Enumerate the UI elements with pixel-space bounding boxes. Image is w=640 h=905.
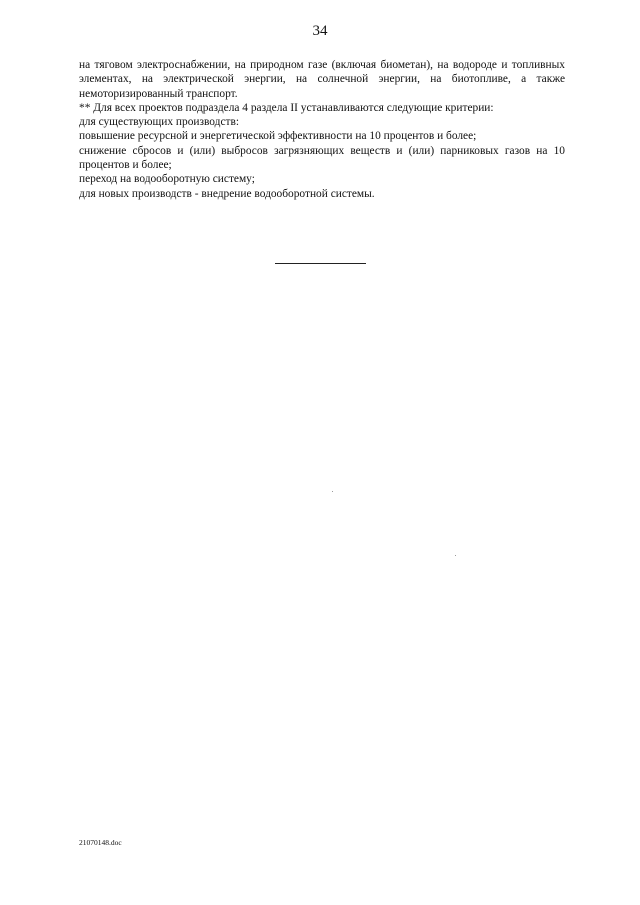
paragraph-emissions-criterion: снижение сбросов и (или) выбросов загрязняющих веществ и (или) парниковых газов на 10 процентов и более;: [79, 144, 565, 172]
paragraph-criteria-intro: ** Для всех проектов подраздела 4 раздела II устанавливаются следующие критерии:: [79, 101, 494, 114]
page-number: 34: [312, 23, 328, 39]
paragraph-efficiency-criterion: повышение ресурсной и энергетической эффективности на 10 процентов и более;: [79, 130, 477, 143]
paragraph-existing-production: для существующих производств:: [79, 116, 240, 129]
paragraph-transport-types: на тяговом электроснабжении, на природном газе (включая биометан), на водороде и топливных элементах, на электрической энергии, на солнечной энергии, на биотопливе, а также немоторизированный транспорт.: [79, 59, 565, 100]
scan-speck: [332, 491, 333, 492]
paragraph-new-production: для новых производств - внедрение водооборотной системы.: [79, 187, 375, 200]
scan-speck: [455, 555, 456, 556]
footer-file-name: 21070148.doc: [79, 838, 122, 847]
end-separator-line: [275, 263, 366, 264]
paragraph-water-recycling-transition: переход на водооборотную систему;: [79, 173, 255, 186]
document-body: [79, 58, 565, 201]
